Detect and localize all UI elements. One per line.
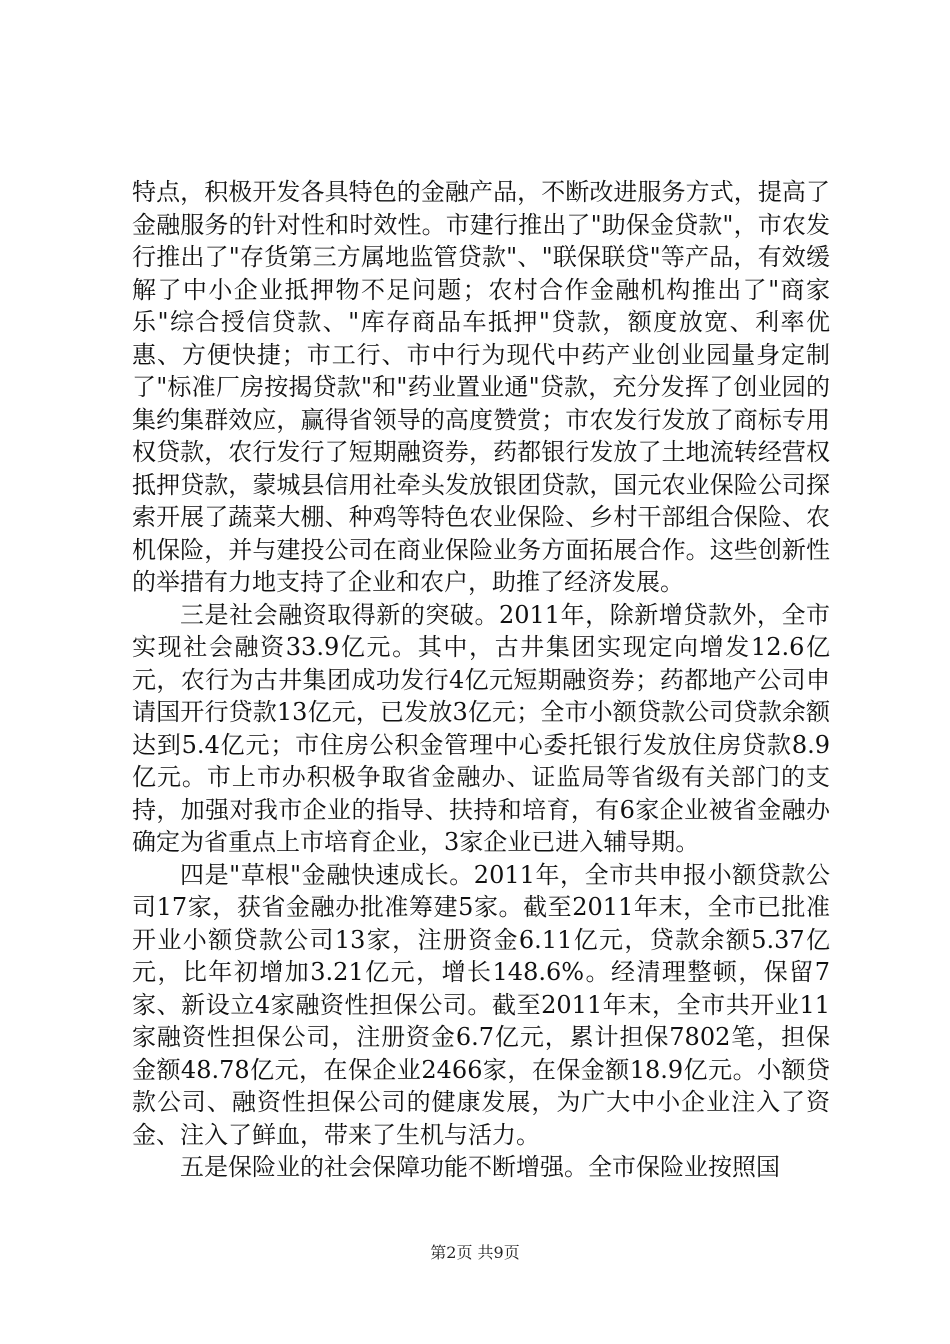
paragraph-continued: 特点，积极开发各具特色的金融产品，不断改进服务方式，提高了金融服务的针对性和时效性。市建行推出了"助保金贷款"，市农发行推出了"存货第三方属地监管贷款"、"联保联贷"等产品，有效缓解了中小企业抵押物不足问题；农村合作金融机构推出了"商家乐"综合授信贷款、"库存商品车抵押"贷款，额度放宽、利率优惠、方便快捷；市工行、市中行为现代中药产业创业园量身定制了"标准厂房按揭贷款"和"药业置业通"贷款，充分发挥了创业园的集约集群效应，赢得省领导的高度赞赏；市农发行发放了商标专用权贷款，农行发行了短期融资券，药都银行发放了土地流转经营权抵押贷款，蒙城县信用社牵头发放银团贷款，国元农业保险公司探索开展了蔬菜大棚、种鸡等特色农业保险、乡村干部组合保险、农机保险，并与建投公司在商业保险业务方面拓展合作。这些创新性的举措有力地支持了企业和农户，助推了经济发展。: [132, 178, 830, 596]
paragraph-grassroots-finance: 四是"草根"金融快速成长。2011年，全市共申报小额贷款公司17家，获省金融办批准筹建5家。截至2011年末，全市已批准开业小额贷款公司13家，注册资金6.11亿元，贷款余额5.37亿元，比年初增加3.21亿元，增长148.6%。经清理整顿，保留7家、新设立4家融资性担保公司。截至2011年末，全市共开业11家融资性担保公司，注册资金6.7亿元，累计担保7802笔，担保金额48.78亿元，在保企业2466家，在保金额18.9亿元。小额贷款公司、融资性担保公司的健康发展，为广大中小企业注入了资金、注入了鲜血，带来了生机与活力。: [132, 860, 830, 1149]
paragraph-social-financing: 三是社会融资取得新的突破。2011年，除新增贷款外，全市实现社会融资33.9亿元。其中，古井集团实现定向增发12.6亿元，农行为古井集团成功发行4亿元短期融资券；药都地产公司申请国开行贷款13亿元，已发放3亿元；全市小额贷款公司贷款余额达到5.4亿元；市住房公积金管理中心委托银行发放住房贷款8.9亿元。市上市办积极争取省金融办、证监局等省级有关部门的支持，加强对我市企业的指导、扶持和培育，有6家企业被省金融办确定为省重点上市培育企业，3家企业已进入辅导期。: [132, 600, 830, 856]
paragraph-insurance: 五是保险业的社会保障功能不断增强。全市保险业按照国: [180, 1153, 780, 1181]
document-body: [132, 176, 830, 1184]
page-number-footer: 第2页 共9页: [430, 1243, 520, 1262]
